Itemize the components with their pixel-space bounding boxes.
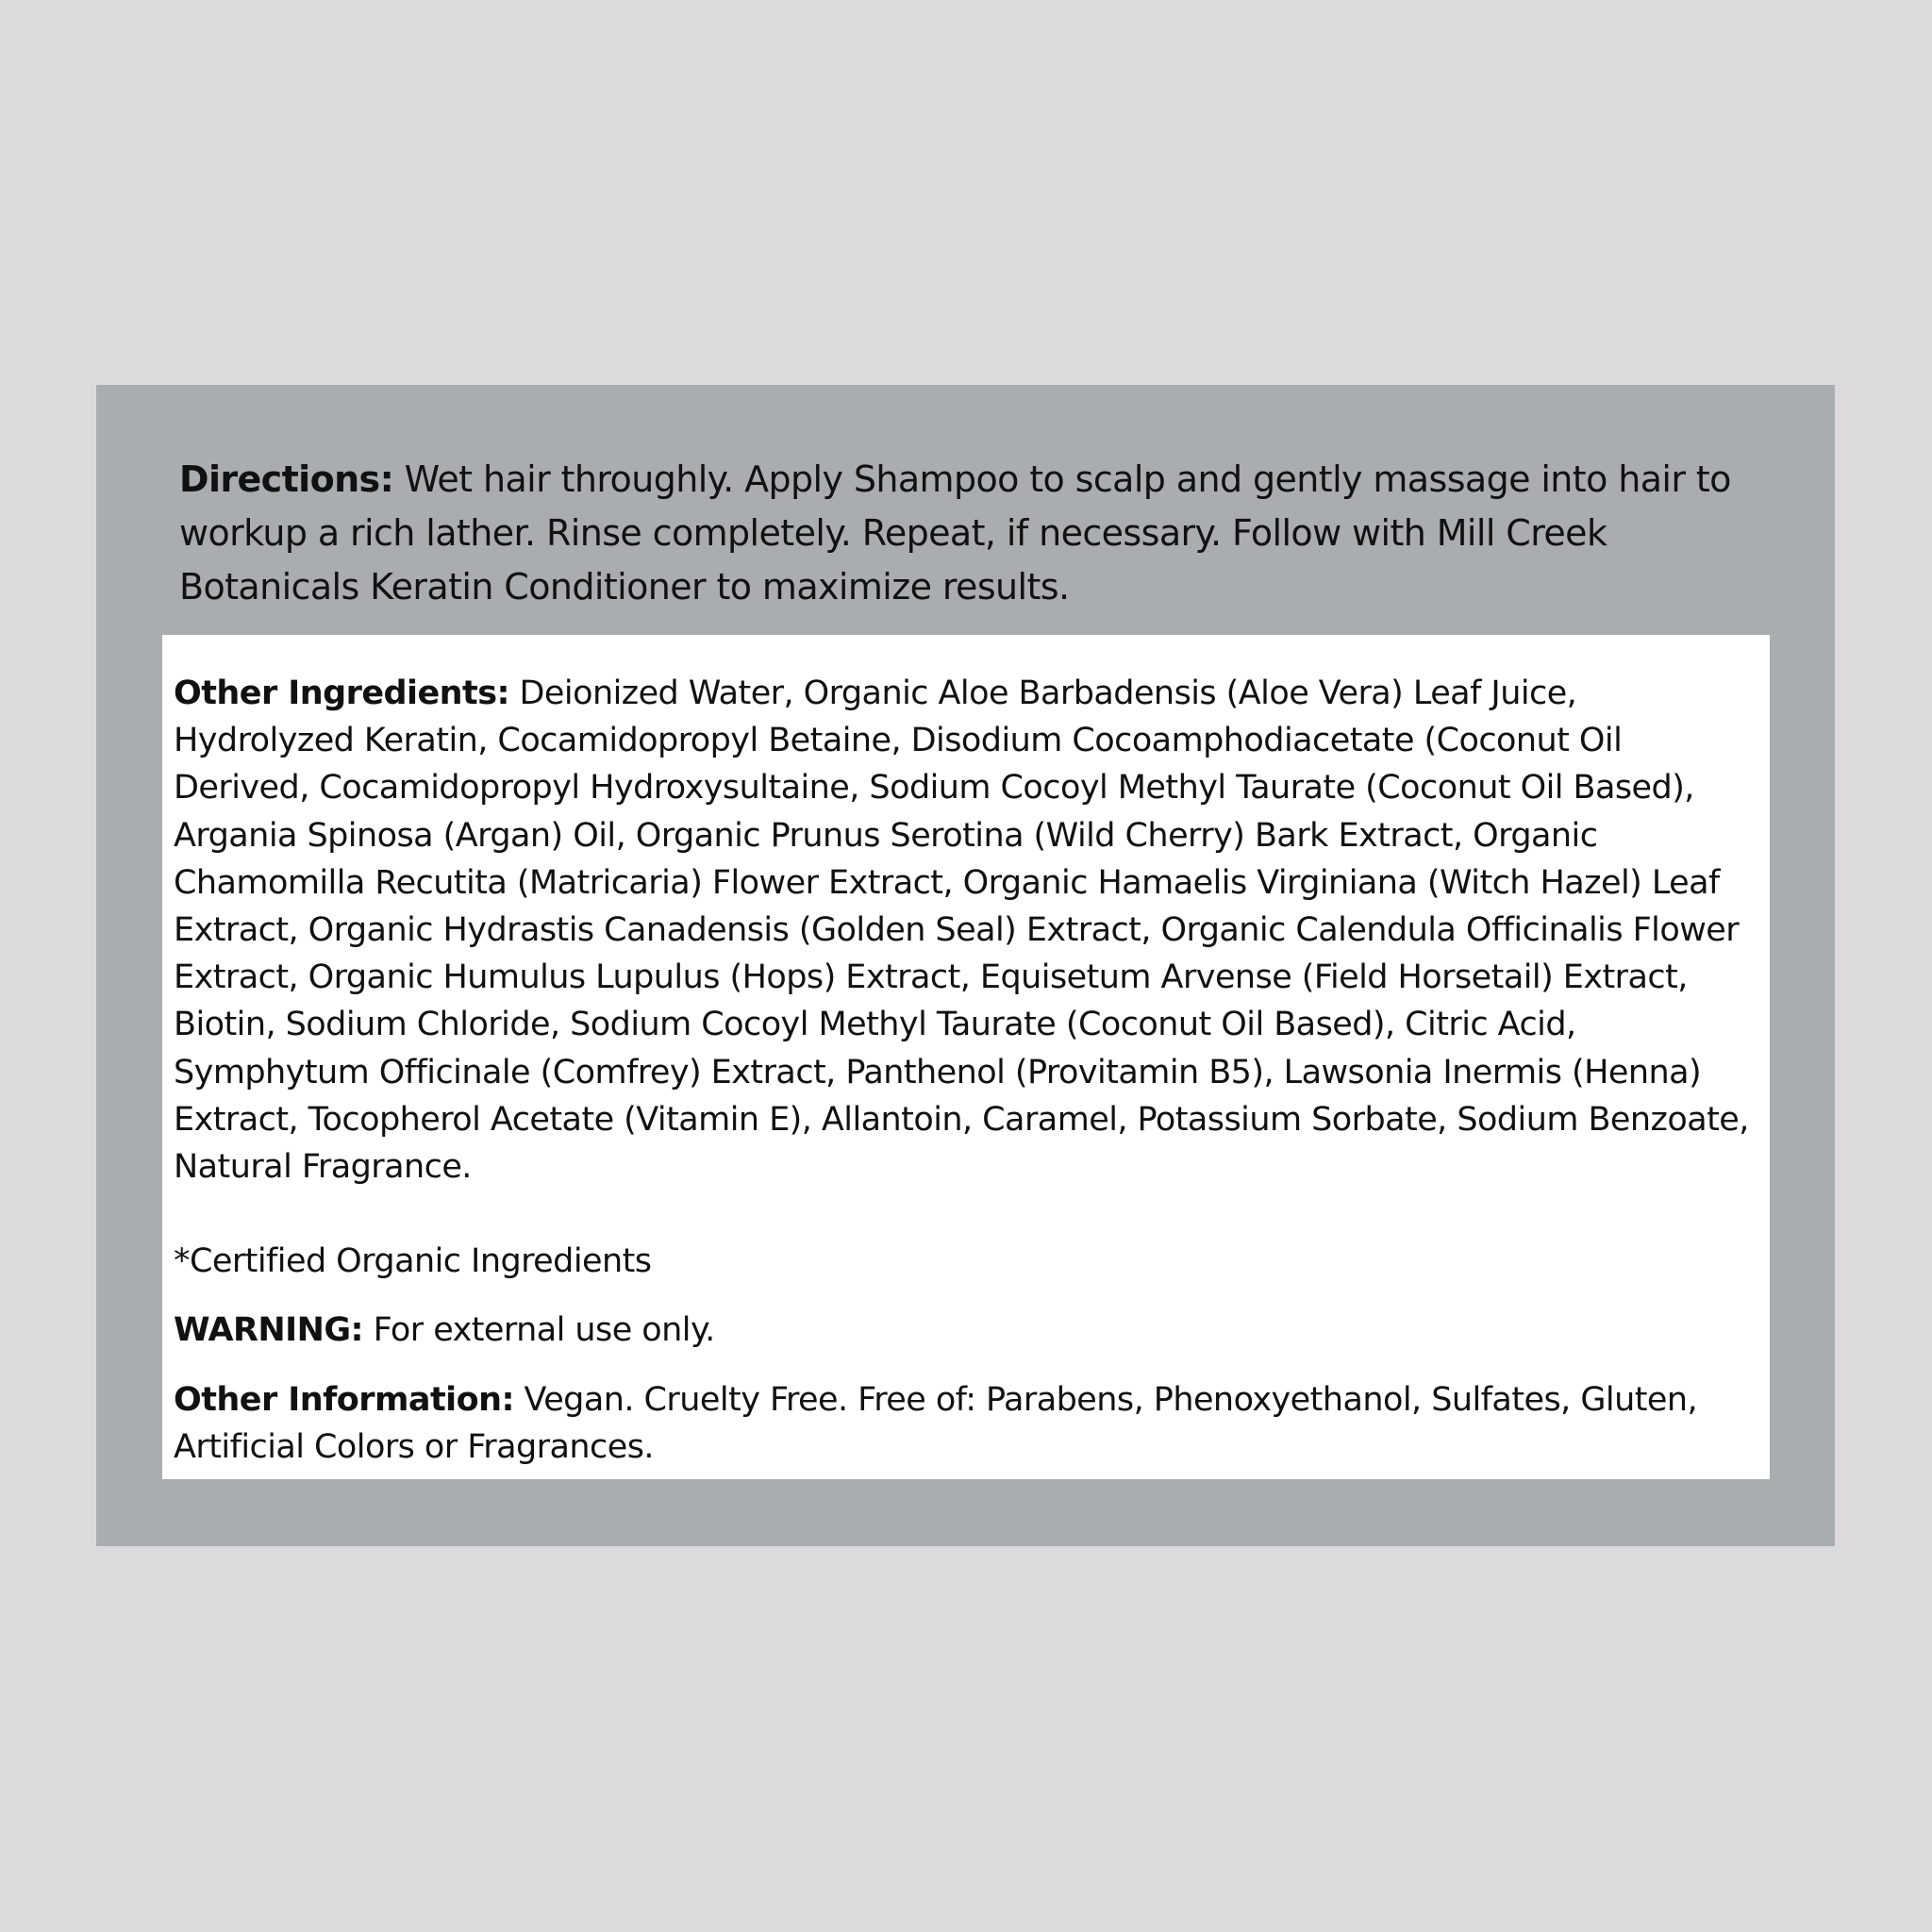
warning-text: For external use only. [363, 1311, 715, 1350]
ingredients-box [162, 635, 1770, 1479]
directions-paragraph [179, 453, 1774, 614]
warning-paragraph [174, 1307, 1758, 1354]
other-information-text: Vegan. Cruelty Free. Free of: Parabens, Phenoxyethanol, Sulfates, Gluten, Artificial Colors or Fragrances. [174, 1380, 1698, 1466]
other-information-label: Other Information: [174, 1380, 514, 1419]
label-panel [96, 385, 1835, 1546]
other-information-paragraph [174, 1376, 1758, 1471]
ingredients-label: Other Ingredients: [174, 675, 509, 712]
ingredients-text: Deionized Water, Organic Aloe Barbadensis (Aloe Vera) Leaf Juice, Hydrolyzed Keratin, Cocamidopropyl Betaine, Disodium Cocoamphodiacetate (Coconut Oil Derived, Cocamidopropyl Hydroxysultaine, Sodium Cocoyl Methyl Taurate (Coconut Oil Based), Argania Spinosa (Argan) Oil, Organic Prunus Serotina (Wild Cherry) Bark Extract, Organic Chamomilla Recutita (Matricaria) Flower Extract, Organic Hamaelis Virginiana (Witch Hazel) Leaf Extract, Organic Hydrastis Canadensis (Golden Seal) Extract, Organic Calendula Officinalis Flower Extract, Organic Humulus Lupulus (Hops) Extract, Equisetum Arvense (Field Horsetail) Extract, Biotin, Sodium Chloride, Sodium Cocoyl Methyl Taurate (Coconut Oil Based), Citric Acid, Symphytum Officinale (Comfrey) Extract, Panthenol (Provitamin B5), Lawsonia Inermis (Henna) Extract, Tocopherol Acetate (Vitamin E), Allantoin, Caramel, Potassium Sorbate, Sodium Benzoate, Natural Fragrance. [174, 675, 1749, 1187]
ingredients-paragraph [174, 670, 1758, 1191]
directions-text: Wet hair throughly. Apply Shampoo to scalp and gently massage into hair to workup a rich lather. Rinse completely. Repeat, if necessary. Follow with Mill Creek Botanicals Keratin Conditioner to maximize results. [179, 458, 1731, 608]
directions-label: Directions: [179, 458, 394, 500]
certified-organic-note: *Certified Organic Ingredients [174, 1242, 652, 1281]
warning-label: WARNING: [174, 1311, 364, 1350]
